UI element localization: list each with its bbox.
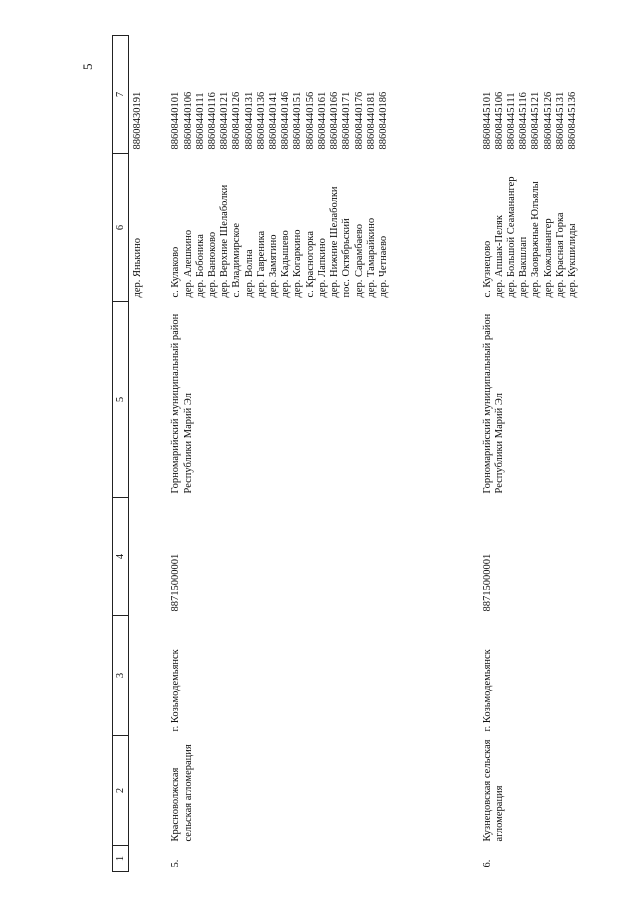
- settlement-name: дер. Замятино: [268, 234, 280, 298]
- settlement-code: 88608440106: [182, 91, 194, 150]
- settlement-name: дер. Заовражные Юлъялы: [530, 181, 542, 298]
- agglomeration-name: Красноволжская сельская агломерация: [170, 744, 194, 842]
- settlement-name: дер. Янькино: [132, 237, 143, 298]
- settlement-name: дер. Красная Горка: [554, 212, 566, 298]
- column-number: 6: [113, 154, 129, 302]
- settlement-name: дер. Апшак-Пеляк: [493, 215, 505, 298]
- settlement-code: 88608440136: [255, 91, 267, 150]
- oktmo-code: 88715000001: [170, 553, 182, 612]
- settlement-code: 88608440176: [353, 91, 365, 150]
- settlement-code: 88608440101: [170, 91, 182, 150]
- column-number: 4: [113, 498, 129, 616]
- center-city: г. Козьмодемьянск: [481, 649, 493, 732]
- district-name: Горномарийский муниципальный район Республики Марий Эл: [481, 313, 505, 494]
- column-number: 5: [113, 302, 129, 498]
- settlement-code: 88608430191: [132, 91, 143, 150]
- code-list: [167, 36, 468, 154]
- settlement-name: с. Красногорка: [304, 230, 316, 298]
- row-number: 6.: [481, 859, 493, 868]
- settlement-code: 88608440161: [316, 91, 328, 150]
- table-row: [479, 36, 617, 872]
- settlement-name: дер. Кадышево: [280, 230, 292, 298]
- agglomeration-table: [112, 35, 617, 872]
- settlement-name: дер. Алешкино: [182, 229, 194, 298]
- settlement-name: дер. Вакшлап: [518, 236, 530, 298]
- agglomeration-name: Кузнецовская сельская агломерация: [481, 739, 505, 842]
- settlement-name: дер. Лапкино: [316, 238, 328, 298]
- settlement-name: пос. Октябрьский: [341, 218, 353, 298]
- settlement-name: дер. Бобоникa: [194, 234, 206, 298]
- column-number: 1: [113, 846, 129, 872]
- settlement-code: 88608445111: [506, 92, 518, 150]
- code-list: [479, 36, 617, 154]
- table-row: [129, 36, 154, 872]
- oktmo-code: 88715000001: [481, 553, 493, 612]
- settlement-name: дер. Тамарайкино: [365, 217, 377, 298]
- settlement-name: дер. Гавреника: [255, 230, 267, 298]
- settlement-name: дер. Когаркино: [292, 229, 304, 298]
- settlement-code: 88608440181: [365, 91, 377, 150]
- settlement-code: 88608445136: [567, 91, 579, 150]
- settlement-name: дер. Верхние Шелаболки: [219, 184, 231, 298]
- settlement-code: 88608445101: [481, 91, 493, 150]
- settlement-name: дер. Нижние Шелаболки: [329, 186, 341, 298]
- settlement-name: дер. Волна: [243, 249, 255, 298]
- settlement-code: 88608440111: [194, 92, 206, 150]
- column-number: 7: [113, 36, 129, 154]
- settlement-list: [167, 154, 468, 302]
- settlement-code: 88608445126: [542, 91, 554, 150]
- settlement-code: 88608445106: [493, 91, 505, 150]
- settlement-code: 88608440141: [268, 91, 280, 150]
- settlement-name: с. Кузнецово: [481, 240, 493, 298]
- settlement-code: 88608440146: [280, 91, 292, 150]
- settlement-list: [479, 154, 617, 302]
- settlement-code: 88608440131: [243, 91, 255, 150]
- table-row: [167, 36, 468, 872]
- column-number-row: [113, 36, 129, 872]
- settlement-code: 88608440186: [377, 91, 389, 150]
- column-number: 3: [113, 616, 129, 736]
- settlement-code: 88608440156: [304, 91, 316, 150]
- district-name: Горномарийский муниципальный район Республики Марий Эл: [170, 313, 194, 494]
- settlement-name: дер. Кукшилиды: [567, 223, 579, 298]
- settlement-code: 88608440171: [341, 91, 353, 150]
- settlement-code: 88608440151: [292, 91, 304, 150]
- settlement-name: дер. Ванюково: [207, 231, 219, 298]
- settlement-code: 88608440126: [231, 91, 243, 150]
- rotated-page: [112, 36, 617, 872]
- settlement-name: дер. Большой Сеаманангер: [506, 176, 518, 298]
- settlement-name: с. Кулаково: [170, 246, 182, 298]
- settlement-code: 88608440166: [329, 91, 341, 150]
- row-number: 5.: [170, 859, 182, 868]
- settlement-code: 88608445116: [518, 92, 530, 150]
- settlement-code: 88608440121: [219, 91, 231, 150]
- page-number: 5: [80, 63, 95, 70]
- settlement-code: 88608440116: [207, 92, 219, 150]
- settlement-name: с. Владимирское: [231, 222, 243, 298]
- center-city: г. Козьмодемьянск: [170, 649, 182, 732]
- settlement-code: 88608445121: [530, 91, 542, 150]
- column-number: 2: [113, 736, 129, 846]
- settlement-name: дер. Сарамбаево: [353, 223, 365, 298]
- settlement-name: дер. Четнаево: [377, 235, 389, 298]
- settlement-code: 88608445131: [554, 91, 566, 150]
- settlement-name: дер. Кожланангер: [542, 218, 554, 298]
